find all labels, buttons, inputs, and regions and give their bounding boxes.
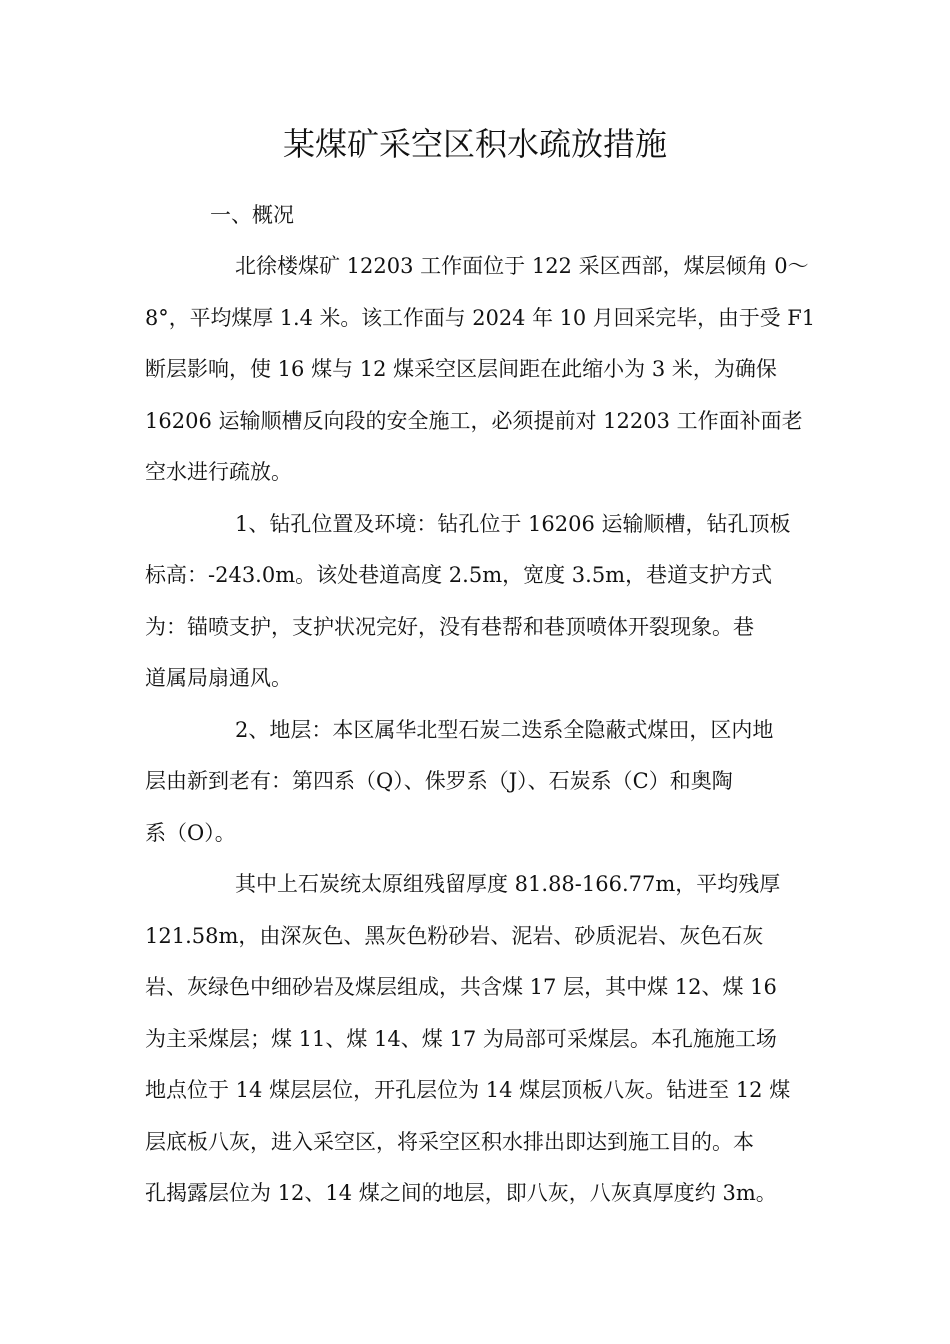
paragraph-line: 层底板八灰，进入采空区，将采空区积水排出即达到施工目的。本 xyxy=(145,1130,754,1154)
paragraph-line: 道属局扇通风。 xyxy=(145,666,292,690)
document-title: 某煤矿采空区积水疏放措施 xyxy=(282,125,667,163)
paragraph-line: 孔揭露层位为 12、14 煤之间的地层，即八灰，八灰真厚度约 3m。 xyxy=(145,1181,777,1205)
paragraph-line: 空水进行疏放。 xyxy=(145,460,292,484)
paragraph-line: 断层影响，使 16 煤与 12 煤采空区层间距在此缩小为 3 米，为确保 xyxy=(145,357,777,381)
paragraph-line: 为主采煤层；煤 11、煤 14、煤 17 为局部可采煤层。本孔施施工场 xyxy=(145,1027,777,1051)
paragraph-line: 8°，平均煤厚 1.4 米。该工作面与 2024 年 10 月回采完毕，由于受 F1 xyxy=(145,306,816,330)
paragraph-line: 地点位于 14 煤层层位，开孔层位为 14 煤层顶板八灰。钻进至 12 煤 xyxy=(145,1078,791,1102)
paragraph-line: 16206 运输顺槽反向段的安全施工，必须提前对 12203 工作面补面老 xyxy=(145,409,803,433)
paragraph-line: 北徐楼煤矿 12203 工作面位于 122 采区西部，煤层倾角 0～ xyxy=(235,254,809,278)
section-heading-overview: 一、概况 xyxy=(210,203,294,227)
paragraph-line: 1、钻孔位置及环境：钻孔位于 16206 运输顺槽，钻孔顶板 xyxy=(235,512,791,536)
paragraph-line: 2、地层：本区属华北型石炭二迭系全隐蔽式煤田，区内地 xyxy=(235,718,774,742)
paragraph-line: 其中上石炭统太原组残留厚度 81.88-166.77m，平均残厚 xyxy=(235,872,781,896)
paragraph-line: 岩、灰绿色中细砂岩及煤层组成，共含煤 17 层，其中煤 12、煤 16 xyxy=(145,975,777,999)
paragraph-line: 层由新到老有：第四系（Q）、侏罗系（J）、石炭系（C）和奥陶 xyxy=(145,769,733,793)
paragraph-line: 系（O）。 xyxy=(145,821,236,845)
paragraph-line: 标高：-243.0m。该处巷道高度 2.5m，宽度 3.5m，巷道支护方式 xyxy=(145,563,773,587)
paragraph-line: 121.58m，由深灰色、黑灰色粉砂岩、泥岩、砂质泥岩、灰色石灰 xyxy=(145,924,764,948)
paragraph-line: 为：锚喷支护，支护状况完好，没有巷帮和巷顶喷体开裂现象。巷 xyxy=(145,615,754,639)
